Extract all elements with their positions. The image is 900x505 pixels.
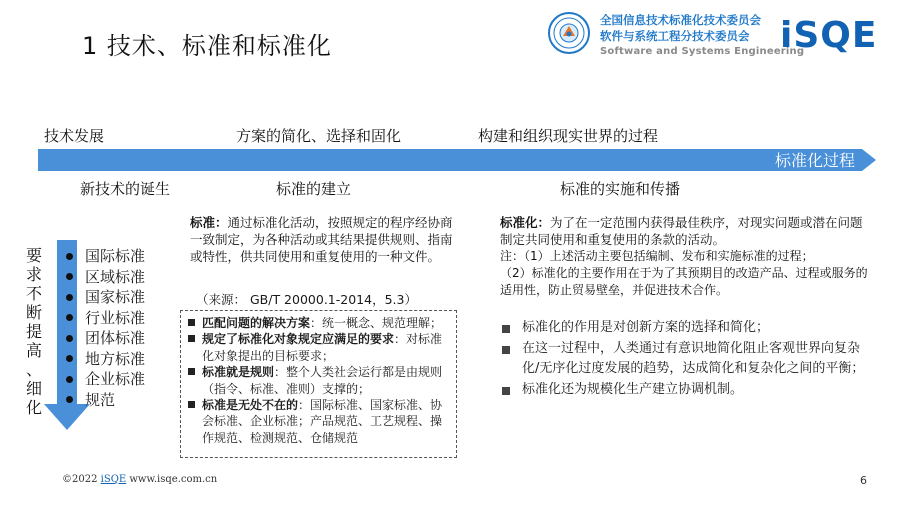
bullet-icon [66,294,73,301]
phase-simplify: 方案的简化、选择和固化 [236,127,402,145]
list-item: 规范 [66,390,145,411]
standardization-definition: 标准化：为了在一定范围内获得最佳秩序，对现实问题或潜在问题制定共同使用和重复使用的条款的活动。 [500,215,863,247]
footer-copyright: ©2022 [62,474,98,485]
list-item: 国际标准 [66,246,145,267]
list-item: 区域标准 [66,267,145,288]
bullet-icon [502,325,510,333]
bullet-icon [502,387,510,395]
list-item: 在这一过程中，人类通过有意识地简化阻止客观世界向复杂化/无序化过度发展的趋势，达成简化和复杂化之间的平衡； [500,339,870,379]
standardization-role-list [500,318,870,401]
page-number: 6 [860,474,867,487]
org-name-line2: 软件与系统工程分技术委员会 [600,29,750,43]
note-1: 注：（1）上述活动主要包括编制、发布和实施标准的过程； [500,249,814,263]
bullet-icon [188,401,195,408]
standard-source: （来源： GB/T 20000.1-2014，5.3） [196,292,417,307]
phase-build: 构建和组织现实世界的过程 [478,127,659,145]
bullet-icon [66,335,73,342]
list-item: 国家标准 [66,287,145,308]
org-name-line1: 全国信息技术标准化技术委员会 [600,13,761,27]
standard-features-list [188,315,452,446]
footer-url: www.isqe.com.cn [129,474,218,485]
arrow-label: 标准化过程 [774,151,855,170]
bullet-icon [66,273,73,280]
list-item: 团体标准 [66,328,145,349]
isqe-logo: iSQE [780,15,878,56]
list-item: 匹配问题的解决方案：统一概念、规范理解； [188,315,452,331]
bullet-icon [66,376,73,383]
footer-brand: iSQE [100,474,127,485]
bullet-icon [66,253,73,260]
bullet-icon [66,396,73,403]
bullet-icon [188,335,195,342]
standardization-process-arrow [38,149,876,171]
bullet-icon [66,355,73,362]
list-item: 行业标准 [66,308,145,329]
footer [62,474,217,485]
org-name [600,12,804,60]
subhead-establish: 标准的建立 [276,180,352,198]
list-item: 地方标准 [66,349,145,370]
vertical-text: 要 求 不 断 提 高 、 细 化 [25,246,42,417]
subhead-birth: 新技术的诞生 [80,180,171,198]
list-item: 标准化还为规模化生产建立协调机制。 [500,380,870,400]
standardization-notes [500,248,870,299]
list-item: 标准是无处不在的：国际标准、国家标准、协会标准、企业标准；产品规范、工艺规程、操作规范、检测规范、仓储规范 [188,397,452,446]
note-2: （2）标准化的主要作用在于为了其预期目的改造产品、过程或服务的适用性，防止贸易壁垒，并促进技术合作。 [500,266,868,297]
list-item: 规定了标准化对象规定应满足的要求：对标准化对象提出的目标要求； [188,331,452,364]
bullet-icon [66,314,73,321]
committee-seal-icon [548,12,590,54]
list-item: 企业标准 [66,369,145,390]
page-title: 1 技术、标准和标准化 [82,32,332,60]
standard-levels-list [66,246,145,410]
subhead-implement: 标准的实施和传播 [560,180,681,198]
bullet-icon [188,319,195,326]
phase-tech-dev: 技术发展 [44,127,105,145]
list-item: 标准就是规则：整个人类社会运行都是由规则（指令、标准、准则）支撑的； [188,364,452,397]
bullet-icon [502,346,510,354]
bullet-icon [188,368,195,375]
standard-definition: 标准：通过标准化活动，按照规定的程序经协商一致制定，为各种活动或其结果提供规则、指南或特性，供共同使用和重复使用的一种文件。 [190,215,453,264]
org-name-en: Software and Systems Engineering [600,46,805,57]
list-item: 标准化的作用是对创新方案的选择和简化； [500,318,870,338]
